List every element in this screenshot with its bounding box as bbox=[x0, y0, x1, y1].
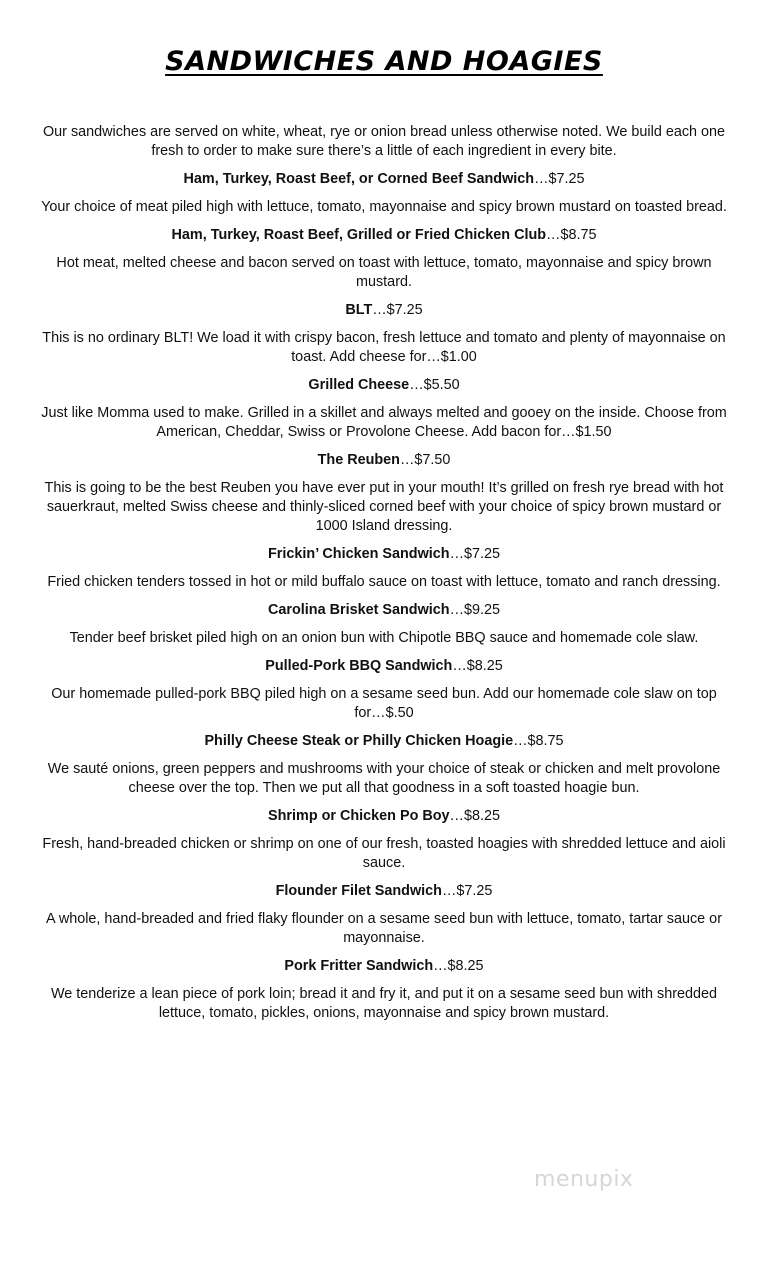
item-price: …$7.25 bbox=[372, 302, 423, 318]
item-price: …$8.25 bbox=[433, 958, 484, 974]
item-name: Shrimp or Chicken Po Boy bbox=[268, 808, 450, 824]
item-description: Tender beef brisket piled high on an onion bun with Chipotle BBQ sauce and homemade cole slaw. bbox=[69, 630, 699, 646]
item-price: …$8.75 bbox=[546, 227, 597, 243]
item-price: …$8.75 bbox=[513, 733, 564, 749]
menu-item bbox=[36, 882, 732, 948]
sandwich-menu bbox=[36, 123, 732, 1032]
menu-item bbox=[36, 301, 732, 367]
item-price: …$7.25 bbox=[534, 171, 585, 187]
menu-item bbox=[36, 657, 732, 723]
item-heading bbox=[36, 732, 732, 751]
item-heading bbox=[36, 170, 732, 189]
item-heading bbox=[36, 882, 732, 901]
item-name: Pork Fritter Sandwich bbox=[284, 958, 434, 974]
item-price: …$8.25 bbox=[449, 808, 500, 824]
watermark-logo: menupix bbox=[534, 1167, 634, 1192]
item-description: A whole, hand-breaded and fried flaky flounder on a sesame seed bun with lettuce, tomato, tartar sauce or mayonnaise. bbox=[46, 911, 722, 946]
item-description: This is going to be the best Reuben you have ever put in your mouth! It’s grilled on fresh rye bread with hot sauerkraut, melted Swiss cheese and thinly-sliced corned beef with your choice of spicy brown mustard or 1000 Island dressing. bbox=[44, 480, 724, 534]
item-name: BLT bbox=[345, 302, 373, 318]
menu-item bbox=[36, 451, 732, 536]
item-name: Flounder Filet Sandwich bbox=[275, 883, 442, 899]
item-description: Fresh, hand-breaded chicken or shrimp on one of our fresh, toasted hoagies with shredded lettuce and aioli sauce. bbox=[42, 836, 726, 871]
item-heading bbox=[36, 545, 732, 564]
item-heading bbox=[36, 226, 732, 245]
item-description: This is no ordinary BLT! We load it with crispy bacon, fresh lettuce and tomato and plenty of mayonnaise on toast. Add cheese for…$1.00 bbox=[42, 330, 726, 365]
item-heading bbox=[36, 376, 732, 395]
item-heading bbox=[36, 807, 732, 826]
item-heading bbox=[36, 601, 732, 620]
item-description: Our homemade pulled-pork BBQ piled high on a sesame seed bun. Add our homemade cole slaw on top for…$.50 bbox=[51, 686, 717, 721]
item-heading bbox=[36, 451, 732, 470]
item-name: Philly Cheese Steak or Philly Chicken Hoagie bbox=[204, 733, 514, 749]
menu-item bbox=[36, 545, 732, 592]
item-description: Your choice of meat piled high with lettuce, tomato, mayonnaise and spicy brown mustard on toasted bread. bbox=[41, 199, 727, 215]
page-title: SANDWICHES AND HOAGIES bbox=[165, 46, 603, 77]
item-heading bbox=[36, 301, 732, 320]
item-name: Ham, Turkey, Roast Beef, Grilled or Fried Chicken Club bbox=[171, 227, 547, 243]
item-name: Pulled-Pork BBQ Sandwich bbox=[265, 658, 453, 674]
menu-intro: Our sandwiches are served on white, wheat, rye or onion bread unless otherwise noted. We build each one fresh to order to make sure there’s a little of each ingredient in every bite. bbox=[42, 124, 726, 159]
menu-item bbox=[36, 226, 732, 292]
item-name: Carolina Brisket Sandwich bbox=[268, 602, 450, 618]
item-heading bbox=[36, 957, 732, 976]
menu-item bbox=[36, 807, 732, 873]
item-price: …$8.25 bbox=[452, 658, 503, 674]
item-description: We sauté onions, green peppers and mushrooms with your choice of steak or chicken and melt provolone cheese over the top. Then we put all that goodness in a soft toasted hoagie bun. bbox=[47, 761, 721, 796]
menu-item bbox=[36, 601, 732, 648]
item-name: Frickin’ Chicken Sandwich bbox=[268, 546, 450, 562]
item-price: …$9.25 bbox=[449, 602, 500, 618]
menu-item bbox=[36, 732, 732, 798]
item-price: …$5.50 bbox=[409, 377, 460, 393]
item-description: We tenderize a lean piece of pork loin; bread it and fry it, and put it on a sesame seed bun with shredded lettuce, tomato, pickles, onions, mayonnaise and spicy brown mustard. bbox=[50, 986, 718, 1021]
menu-item bbox=[36, 170, 732, 217]
item-description: Fried chicken tenders tossed in hot or mild buffalo sauce on toast with lettuce, tomato and ranch dressing. bbox=[47, 574, 721, 590]
menu-item bbox=[36, 957, 732, 1023]
item-name: Grilled Cheese bbox=[308, 377, 410, 393]
item-name: The Reuben bbox=[317, 452, 400, 468]
item-price: …$7.50 bbox=[399, 452, 451, 468]
item-price: …$7.25 bbox=[441, 883, 493, 899]
item-name: Ham, Turkey, Roast Beef, or Corned Beef Sandwich bbox=[183, 171, 535, 187]
menu-item bbox=[36, 376, 732, 442]
item-description: Hot meat, melted cheese and bacon served on toast with lettuce, tomato, mayonnaise and spicy brown mustard. bbox=[56, 255, 712, 290]
item-heading bbox=[36, 657, 732, 676]
item-description: Just like Momma used to make. Grilled in a skillet and always melted and gooey on the inside. Choose from American, Cheddar, Swiss or Provolone Cheese. Add bacon for…$1.50 bbox=[41, 405, 727, 440]
item-price: …$7.25 bbox=[449, 546, 500, 562]
